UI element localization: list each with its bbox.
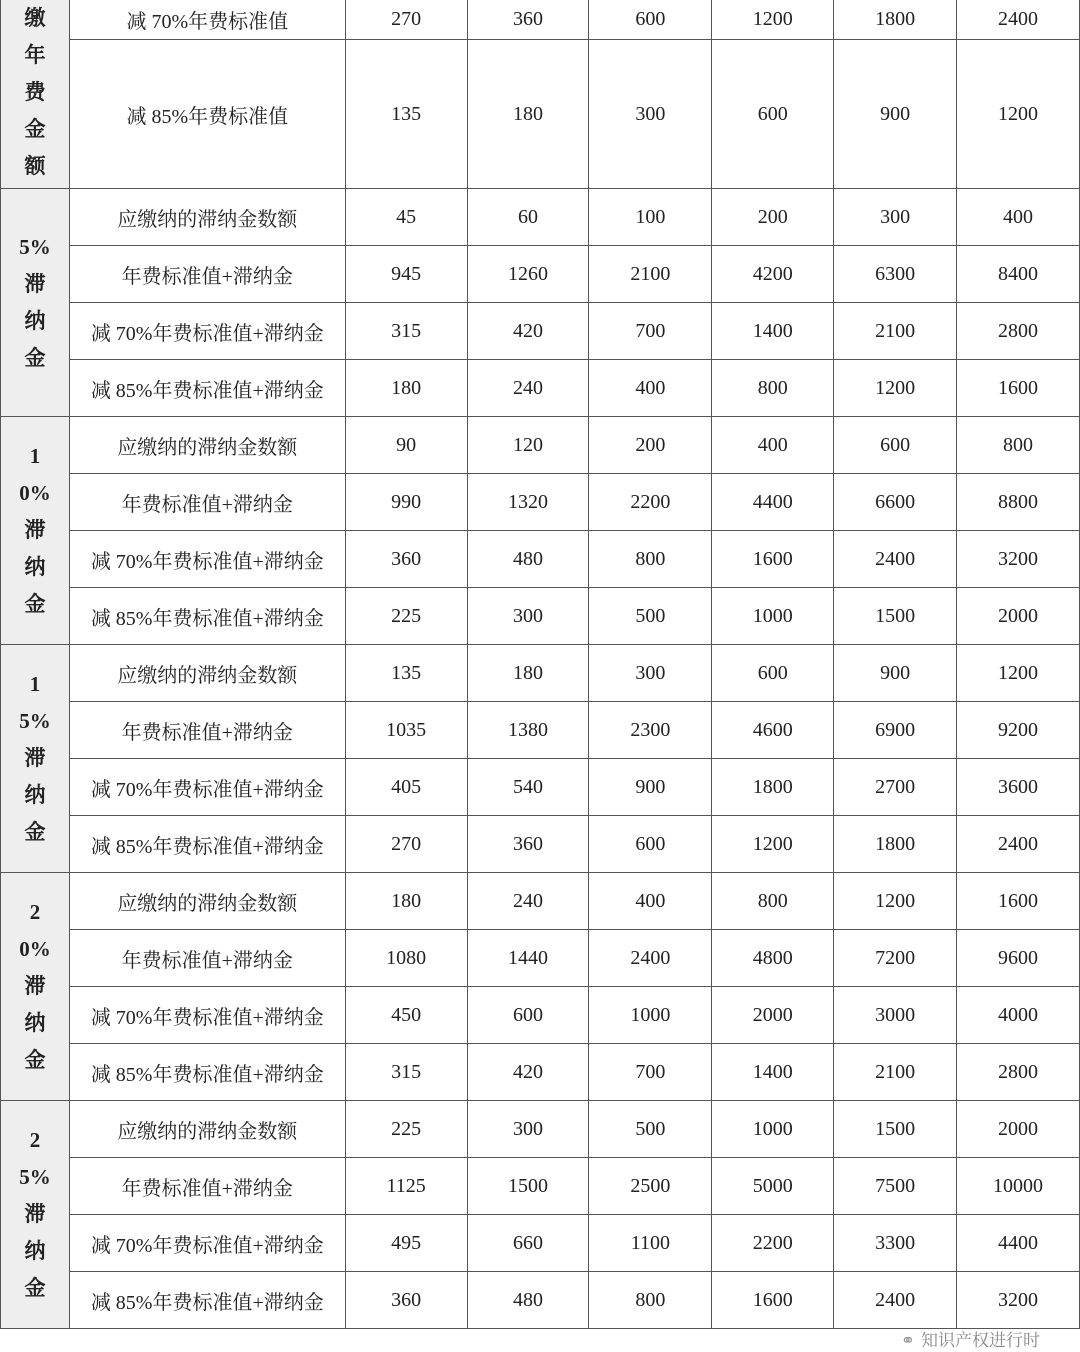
value-cell: 1200: [712, 0, 834, 40]
table-row: [1, 531, 1080, 588]
value-cell: 660: [467, 1215, 589, 1272]
row-label: 减 85%年费标准值+滞纳金: [69, 816, 345, 873]
table-row: [1, 873, 1080, 930]
value-cell: 3200: [957, 531, 1080, 588]
row-label: 减 70%年费标准值+滞纳金: [69, 1215, 345, 1272]
table-row: [1, 474, 1080, 531]
table-row: [1, 303, 1080, 360]
table-row: [1, 816, 1080, 873]
value-cell: 135: [345, 40, 467, 189]
value-cell: 9600: [957, 930, 1080, 987]
value-cell: 1125: [345, 1158, 467, 1215]
value-cell: 1200: [957, 40, 1080, 189]
value-cell: 100: [589, 189, 712, 246]
value-cell: 1080: [345, 930, 467, 987]
value-cell: 200: [712, 189, 834, 246]
table-row: [1, 417, 1080, 474]
row-label: 年费标准值+滞纳金: [69, 930, 345, 987]
value-cell: 1000: [712, 588, 834, 645]
value-cell: 300: [467, 1101, 589, 1158]
value-cell: 300: [467, 588, 589, 645]
value-cell: 1260: [467, 246, 589, 303]
value-cell: 2500: [589, 1158, 712, 1215]
value-cell: 1500: [467, 1158, 589, 1215]
value-cell: 1200: [834, 360, 957, 417]
value-cell: 1320: [467, 474, 589, 531]
value-cell: 400: [712, 417, 834, 474]
value-cell: 2400: [834, 531, 957, 588]
value-cell: 315: [345, 303, 467, 360]
value-cell: 180: [467, 645, 589, 702]
group-label-text: 缴年费金额: [24, 6, 46, 178]
group-label-text: 5%滞纳金: [19, 234, 51, 370]
table-row: [1, 1158, 1080, 1215]
value-cell: 180: [345, 873, 467, 930]
value-cell: 800: [957, 417, 1080, 474]
value-cell: 1200: [712, 816, 834, 873]
value-cell: 480: [467, 1272, 589, 1329]
value-cell: 9200: [957, 702, 1080, 759]
row-label: 减 70%年费标准值+滞纳金: [69, 531, 345, 588]
value-cell: 450: [345, 987, 467, 1044]
row-label: 减 85%年费标准值: [69, 40, 345, 189]
value-cell: 700: [589, 1044, 712, 1101]
value-cell: 2000: [957, 588, 1080, 645]
value-cell: 1200: [834, 873, 957, 930]
table-row: [1, 759, 1080, 816]
value-cell: 3200: [957, 1272, 1080, 1329]
value-cell: 6600: [834, 474, 957, 531]
value-cell: 1000: [712, 1101, 834, 1158]
table-row: [1, 987, 1080, 1044]
value-cell: 1600: [957, 873, 1080, 930]
group-label-text: 15%滞纳金: [19, 672, 51, 844]
group-label: [1, 0, 70, 189]
value-cell: 2000: [957, 1101, 1080, 1158]
value-cell: 1000: [589, 987, 712, 1044]
row-label: 减 70%年费标准值+滞纳金: [69, 303, 345, 360]
value-cell: 500: [589, 588, 712, 645]
table-row: [1, 246, 1080, 303]
value-cell: 400: [957, 189, 1080, 246]
row-label: 减 85%年费标准值+滞纳金: [69, 1044, 345, 1101]
value-cell: 8400: [957, 246, 1080, 303]
value-cell: 1800: [834, 0, 957, 40]
value-cell: 2100: [834, 1044, 957, 1101]
value-cell: 45: [345, 189, 467, 246]
row-label: 年费标准值+滞纳金: [69, 474, 345, 531]
value-cell: 405: [345, 759, 467, 816]
value-cell: 2700: [834, 759, 957, 816]
row-label: 应缴纳的滞纳金数额: [69, 1101, 345, 1158]
value-cell: 600: [589, 816, 712, 873]
value-cell: 600: [712, 645, 834, 702]
value-cell: 6300: [834, 246, 957, 303]
value-cell: 300: [834, 189, 957, 246]
value-cell: 180: [345, 360, 467, 417]
value-cell: 800: [712, 360, 834, 417]
group-label-text: 25%滞纳金: [19, 1128, 51, 1300]
value-cell: 420: [467, 303, 589, 360]
value-cell: 945: [345, 246, 467, 303]
row-label: 应缴纳的滞纳金数额: [69, 873, 345, 930]
value-cell: 2400: [589, 930, 712, 987]
value-cell: 2800: [957, 1044, 1080, 1101]
table-row: [1, 0, 1080, 40]
group-label: [1, 189, 70, 417]
table-row: [1, 1101, 1080, 1158]
value-cell: 315: [345, 1044, 467, 1101]
value-cell: 360: [345, 531, 467, 588]
row-label: 减 85%年费标准值+滞纳金: [69, 1272, 345, 1329]
value-cell: 2300: [589, 702, 712, 759]
value-cell: 3300: [834, 1215, 957, 1272]
group-label-text: 20%滞纳金: [19, 900, 51, 1072]
value-cell: 360: [345, 1272, 467, 1329]
table-row: [1, 1272, 1080, 1329]
value-cell: 225: [345, 588, 467, 645]
value-cell: 600: [467, 987, 589, 1044]
value-cell: 495: [345, 1215, 467, 1272]
value-cell: 800: [712, 873, 834, 930]
row-label: 减 70%年费标准值+滞纳金: [69, 987, 345, 1044]
value-cell: 240: [467, 360, 589, 417]
row-label: 减 85%年费标准值+滞纳金: [69, 360, 345, 417]
value-cell: 2100: [589, 246, 712, 303]
value-cell: 800: [589, 1272, 712, 1329]
value-cell: 900: [834, 40, 957, 189]
value-cell: 225: [345, 1101, 467, 1158]
value-cell: 4000: [957, 987, 1080, 1044]
group-label-text: 10%滞纳金: [19, 444, 51, 616]
table-row: [1, 1215, 1080, 1272]
value-cell: 1200: [957, 645, 1080, 702]
value-cell: 540: [467, 759, 589, 816]
value-cell: 400: [589, 873, 712, 930]
value-cell: 7500: [834, 1158, 957, 1215]
value-cell: 4800: [712, 930, 834, 987]
value-cell: 300: [589, 645, 712, 702]
value-cell: 1600: [712, 531, 834, 588]
watermark: [901, 1331, 1040, 1352]
value-cell: 1600: [957, 360, 1080, 417]
value-cell: 1500: [834, 1101, 957, 1158]
value-cell: 7200: [834, 930, 957, 987]
value-cell: 2400: [834, 1272, 957, 1329]
value-cell: 360: [467, 816, 589, 873]
value-cell: 2800: [957, 303, 1080, 360]
value-cell: 1035: [345, 702, 467, 759]
value-cell: 300: [589, 40, 712, 189]
table-row: [1, 360, 1080, 417]
value-cell: 240: [467, 873, 589, 930]
value-cell: 600: [834, 417, 957, 474]
value-cell: 500: [589, 1101, 712, 1158]
value-cell: 2100: [834, 303, 957, 360]
value-cell: 1380: [467, 702, 589, 759]
row-label: 年费标准值+滞纳金: [69, 702, 345, 759]
value-cell: 800: [589, 531, 712, 588]
value-cell: 1440: [467, 930, 589, 987]
value-cell: 600: [589, 0, 712, 40]
wechat-icon: ⚭: [900, 1331, 915, 1351]
row-label: 减 70%年费标准值+滞纳金: [69, 759, 345, 816]
group-label: [1, 873, 70, 1101]
row-label: 减 85%年费标准值+滞纳金: [69, 588, 345, 645]
table-row: [1, 40, 1080, 189]
watermark-text: 知识产权进行时: [921, 1331, 1040, 1351]
value-cell: 1800: [834, 816, 957, 873]
value-cell: 4400: [712, 474, 834, 531]
value-cell: 4200: [712, 246, 834, 303]
value-cell: 60: [467, 189, 589, 246]
value-cell: 360: [467, 0, 589, 40]
value-cell: 700: [589, 303, 712, 360]
row-label: 减 70%年费标准值: [69, 0, 345, 40]
value-cell: 180: [467, 40, 589, 189]
value-cell: 4600: [712, 702, 834, 759]
value-cell: 1500: [834, 588, 957, 645]
table-row: [1, 189, 1080, 246]
value-cell: 90: [345, 417, 467, 474]
value-cell: 2200: [712, 1215, 834, 1272]
value-cell: 6900: [834, 702, 957, 759]
value-cell: 3600: [957, 759, 1080, 816]
value-cell: 135: [345, 645, 467, 702]
value-cell: 2000: [712, 987, 834, 1044]
value-cell: 900: [589, 759, 712, 816]
value-cell: 2200: [589, 474, 712, 531]
value-cell: 200: [589, 417, 712, 474]
value-cell: 10000: [957, 1158, 1080, 1215]
table-row: [1, 1044, 1080, 1101]
value-cell: 400: [589, 360, 712, 417]
value-cell: 120: [467, 417, 589, 474]
value-cell: 900: [834, 645, 957, 702]
table-row: [1, 588, 1080, 645]
value-cell: 1400: [712, 303, 834, 360]
value-cell: 1100: [589, 1215, 712, 1272]
group-label: [1, 645, 70, 873]
value-cell: 270: [345, 816, 467, 873]
row-label: 应缴纳的滞纳金数额: [69, 189, 345, 246]
table-row: [1, 930, 1080, 987]
value-cell: 2400: [957, 816, 1080, 873]
value-cell: 270: [345, 0, 467, 40]
group-label: [1, 1101, 70, 1329]
value-cell: 600: [712, 40, 834, 189]
value-cell: 4400: [957, 1215, 1080, 1272]
value-cell: 1600: [712, 1272, 834, 1329]
value-cell: 420: [467, 1044, 589, 1101]
value-cell: 3000: [834, 987, 957, 1044]
value-cell: 2400: [957, 0, 1080, 40]
table-row: [1, 702, 1080, 759]
value-cell: 1400: [712, 1044, 834, 1101]
row-label: 年费标准值+滞纳金: [69, 246, 345, 303]
value-cell: 990: [345, 474, 467, 531]
row-label: 应缴纳的滞纳金数额: [69, 417, 345, 474]
value-cell: 480: [467, 531, 589, 588]
row-label: 年费标准值+滞纳金: [69, 1158, 345, 1215]
value-cell: 5000: [712, 1158, 834, 1215]
group-label: [1, 417, 70, 645]
value-cell: 1800: [712, 759, 834, 816]
table-row: [1, 645, 1080, 702]
value-cell: 8800: [957, 474, 1080, 531]
row-label: 应缴纳的滞纳金数额: [69, 645, 345, 702]
